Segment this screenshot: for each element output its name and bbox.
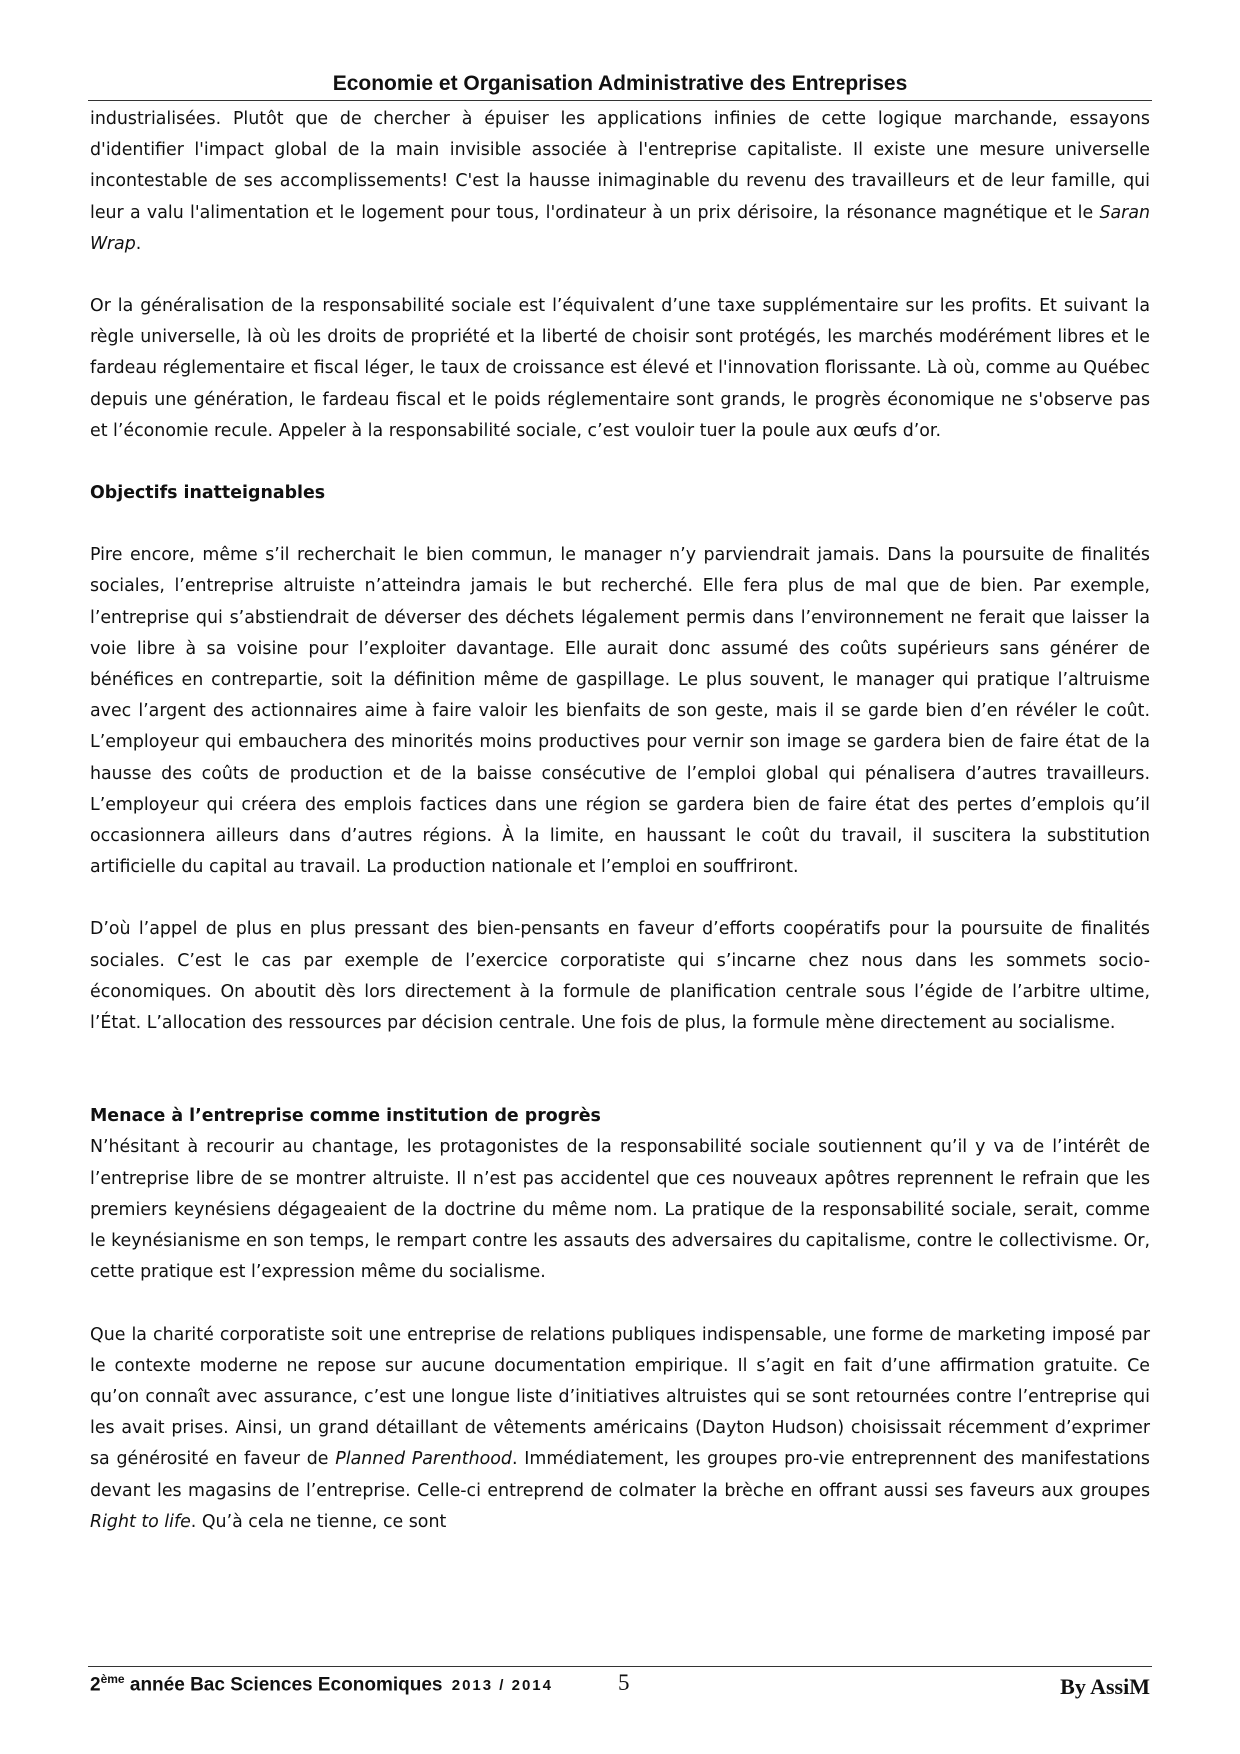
footer-divider: [88, 1666, 1152, 1667]
spacer: [90, 883, 1150, 914]
spacer: [90, 1289, 1150, 1320]
paragraph-6-part3: . Qu’à cela ne tienne, ce sont: [190, 1511, 447, 1532]
paragraph-6-italic-1: Planned Parenthood: [335, 1449, 512, 1470]
footer-grade-number: 2: [90, 1674, 101, 1696]
section-heading-menace: Menace à l’entreprise comme institution de progrès: [90, 1106, 601, 1127]
paragraph-4: D’où l’appel de plus en plus pressant des bien-pensants en faveur d’efforts coopératifs pour la poursuite de finalités sociales. C’est le cas par exemple de l’exercice corporatiste qui s’incarne chez nous dans les sommets socio-économiques. On aboutit dès lors directement à la formule de planification centrale sous l’égide de l’arbitre ultime, l’État. L’allocation des ressources par décision centrale. Une fois de plus, la formule mène directement au socialisme.: [90, 919, 1150, 1034]
paragraph-1-italic: Saran Wrap: [90, 202, 1150, 254]
paragraph-1: [90, 104, 1150, 260]
footer-grade-text: année Bac Sciences Economiques: [124, 1674, 443, 1696]
document-body: [90, 104, 1150, 1538]
footer-author: By AssiM: [1060, 1674, 1150, 1699]
footer-class-label: [90, 1672, 553, 1696]
spacer: [90, 509, 1150, 540]
header-divider: [88, 100, 1152, 101]
footer-school-year: 2013 / 2014: [451, 1677, 553, 1695]
paragraph-6-part1: Que la charité corporatiste soit une entreprise de relations publiques indispensable, une forme de marketing imposé par le contexte moderne ne repose sur aucune documentation empirique. Il s’agit en fait d’une affirmation gratuite. Ce qu’on connaît avec assurance, c’est une longue liste d’initiatives altruistes qui se sont retournées contre l’entreprise qui les avait prises. Ainsi, un grand détaillant de vêtements américains (Dayton Hudson) choisissait récemment d’exprimer sa générosité en faveur de: [90, 1324, 1150, 1470]
footer-grade-suffix: ème: [100, 1672, 125, 1686]
spacer: [90, 260, 1150, 291]
section-heading-objectifs: Objectifs inatteignables: [90, 483, 326, 504]
header-title: Economie et Organisation Administrative des Entreprises: [332, 72, 908, 95]
paragraph-5: N’hésitant à recourir au chantage, les protagonistes de la responsabilité sociale soutiennent qu’il y va de l’intérêt de l’entreprise libre de se montrer altruiste. Il n’est pas accidentel que ces nouveaux apôtres reprennent le refrain que les premiers keynésiens dégageaient de la doctrine du même nom. La pratique de la responsabilité sociale, serait, comme le keynésianisme en son temps, le rempart contre les assauts des adversaires du capitalisme, contre le collectivisme. Or, cette pratique est l’expression même du socialisme.: [90, 1137, 1150, 1283]
paragraph-2: Or la généralisation de la responsabilité sociale est l’équivalent d’une taxe supplémentaire sur les profits. Et suivant la règle universelle, là où les droits de propriété et la liberté de choisir sont protégés, les marchés modérément libres et le fardeau réglementaire et fiscal léger, le taux de croissance est élevé et l'innovation florissante. Là où, comme au Québec depuis une génération, le fardeau fiscal et le poids réglementaire sont grands, le progrès économique ne s'observe pas et l’économie recule. Appeler à la responsabilité sociale, c’est vouloir tuer la poule aux œufs d’or.: [90, 296, 1150, 441]
paragraph-1-text: industrialisées. Plutôt que de chercher à épuiser les applications infinies de cette logique marchande, essayons d'identifier l'impact global de la main invisible associée à l'entreprise capitaliste. Il existe une mesure universelle incontestable de ses accomplissements! C'est la hausse inimaginable du revenu des travailleurs et de leur famille, qui leur a valu l'alimentation et le logement pour tous, l'ordinateur à un prix dérisoire, la résonance magnétique et le: [90, 109, 1150, 223]
paragraph-1-end: .: [135, 233, 142, 254]
page-footer: [90, 1672, 1150, 1706]
paragraph-6-part2: . Immédiatement, les groupes pro-vie entreprennent des manifestations devant les magasins de l’entreprise. Celle-ci entreprend de colmater la brèche en offrant aussi ses faveurs aux groupes: [90, 1449, 1150, 1501]
page-number: 5: [618, 1670, 630, 1695]
paragraph-3: Pire encore, même s’il recherchait le bien commun, le manager n’y parviendrait jamais. Dans la poursuite de finalités sociales, l’entreprise altruiste n’atteindra jamais le but recherché. Elle fera plus de mal que de bien. Par exemple, l’entreprise qui s’abstiendrait de déverser des déchets légalement permis dans l’environnement ne ferait que laisser la voie libre à sa voisine pour l’exploiter davantage. Elle aurait donc assumé des coûts supérieurs sans générer de bénéfices en contrepartie, soit la définition même de gaspillage. Le plus souvent, le manager qui pratique l’altruisme avec l’argent des actionnaires aime à faire valoir les bienfaits de son geste, mais il se garde bien d’en révéler le coût. L’employeur qui embauchera des minorités moins productives pour vernir son image se gardera bien de faire état de la hausse des coûts de production et de la baisse consécutive de l’emploi global qui pénalisera d’autres travailleurs. L’employeur qui créera des emplois factices dans une région se gardera bien de faire état des pertes d’emplois qu’il occasionnera ailleurs dans d’autres régions. À la limite, en haussant le coût du travail, il suscitera la substitution artificielle du capital au travail. La production nationale et l’emploi en souffriront.: [90, 545, 1150, 878]
spacer: [90, 447, 1150, 478]
spacer: [90, 1039, 1150, 1101]
paragraph-6: [90, 1320, 1150, 1538]
paragraph-6-italic-2: Right to life: [90, 1511, 191, 1532]
